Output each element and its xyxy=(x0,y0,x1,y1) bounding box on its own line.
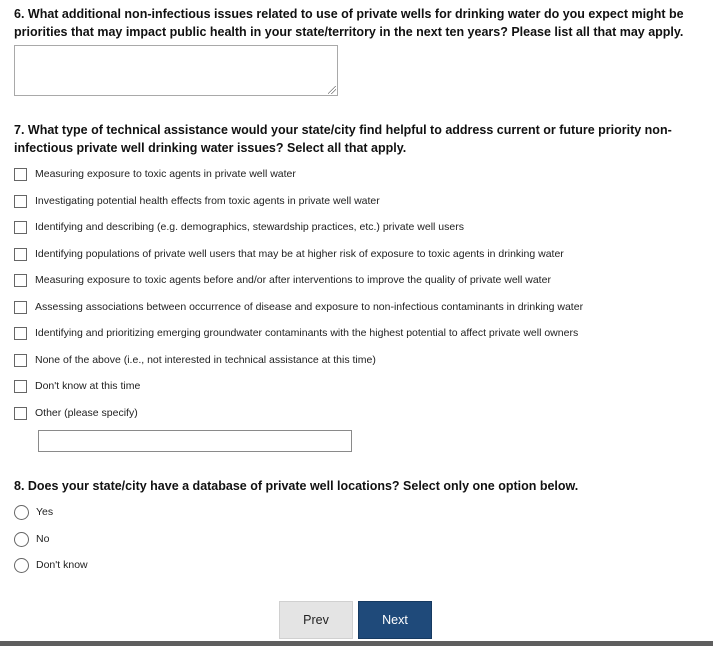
question-8-title: 8. Does your state/city have a database of private well locations? Select only one option below. xyxy=(14,479,579,493)
question-7-title-line-2: infectious private well drinking water issues? Select all that apply. xyxy=(14,141,407,155)
q7-option-label: Identifying populations of private well users that may be at higher risk of exposure to toxic agents in drinking water xyxy=(35,248,564,260)
q7-option-label: Measuring exposure to toxic agents before and/or after interventions to improve the quality of private well water xyxy=(35,274,551,286)
q8-option-dont-know[interactable] xyxy=(14,557,88,573)
q8-option-no[interactable] xyxy=(14,531,49,547)
q7-option-1[interactable] xyxy=(14,166,296,182)
checkbox[interactable] xyxy=(14,195,27,208)
q7-option-4[interactable] xyxy=(14,246,564,262)
q7-option-10[interactable] xyxy=(14,405,138,421)
prev-button[interactable]: Prev xyxy=(279,601,353,639)
q8-option-label: No xyxy=(36,533,50,545)
q7-option-label: Identifying and prioritizing emerging groundwater contaminants with the highest potential to affect private well owners xyxy=(35,327,579,339)
q7-option-5[interactable] xyxy=(14,272,551,288)
q7-option-8[interactable] xyxy=(14,352,376,368)
q7-option-label: Investigating potential health effects from toxic agents in private well water xyxy=(35,195,380,207)
question-7-title-line-1: 7. What type of technical assistance would your state/city find helpful to address current or future priority non- xyxy=(14,123,672,137)
checkbox[interactable] xyxy=(14,301,27,314)
question-6-title-line-2: priorities that may impact public health in your state/territory in the next ten years? Please list all that may apply. xyxy=(14,25,684,39)
question-6-title-line-1: 6. What additional non-infectious issues related to use of private wells for drinking water do you expect might be xyxy=(14,7,684,21)
next-button[interactable]: Next xyxy=(358,601,432,639)
checkbox[interactable] xyxy=(14,248,27,261)
checkbox[interactable] xyxy=(14,274,27,287)
q8-option-label: Don't know xyxy=(36,559,88,571)
checkbox[interactable] xyxy=(14,407,27,420)
radio-button[interactable] xyxy=(14,558,29,573)
question-6-title xyxy=(14,5,694,41)
question-7-title xyxy=(14,121,694,157)
q7-option-3[interactable] xyxy=(14,219,464,235)
q7-option-7[interactable] xyxy=(14,325,578,341)
checkbox[interactable] xyxy=(14,168,27,181)
question-6-answer-textarea[interactable] xyxy=(14,45,338,96)
q8-option-label: Yes xyxy=(36,506,54,518)
q7-option-label: Identifying and describing (e.g. demographics, stewardship practices, etc.) private well users xyxy=(35,221,464,233)
q7-option-9[interactable] xyxy=(14,378,140,394)
checkbox[interactable] xyxy=(14,327,27,340)
q7-option-label: Other (please specify) xyxy=(35,407,138,419)
q7-option-label: Assessing associations between occurrence of disease and exposure to non-infectious contaminants in drinking water xyxy=(35,301,584,313)
bottom-bar xyxy=(0,641,713,646)
q7-option-label: Measuring exposure to toxic agents in private well water xyxy=(35,168,296,180)
checkbox[interactable] xyxy=(14,221,27,234)
checkbox[interactable] xyxy=(14,354,27,367)
q7-option-6[interactable] xyxy=(14,299,583,315)
q7-option-label: Don't know at this time xyxy=(35,380,141,392)
resize-grip-icon[interactable] xyxy=(328,86,336,94)
radio-button[interactable] xyxy=(14,505,29,520)
q7-option-label: None of the above (i.e., not interested in technical assistance at this time) xyxy=(35,354,376,366)
q7-option-2[interactable] xyxy=(14,193,380,209)
radio-button[interactable] xyxy=(14,532,29,547)
q7-other-specify-input[interactable] xyxy=(38,430,352,452)
checkbox[interactable] xyxy=(14,380,27,393)
q8-option-yes[interactable] xyxy=(14,504,53,520)
